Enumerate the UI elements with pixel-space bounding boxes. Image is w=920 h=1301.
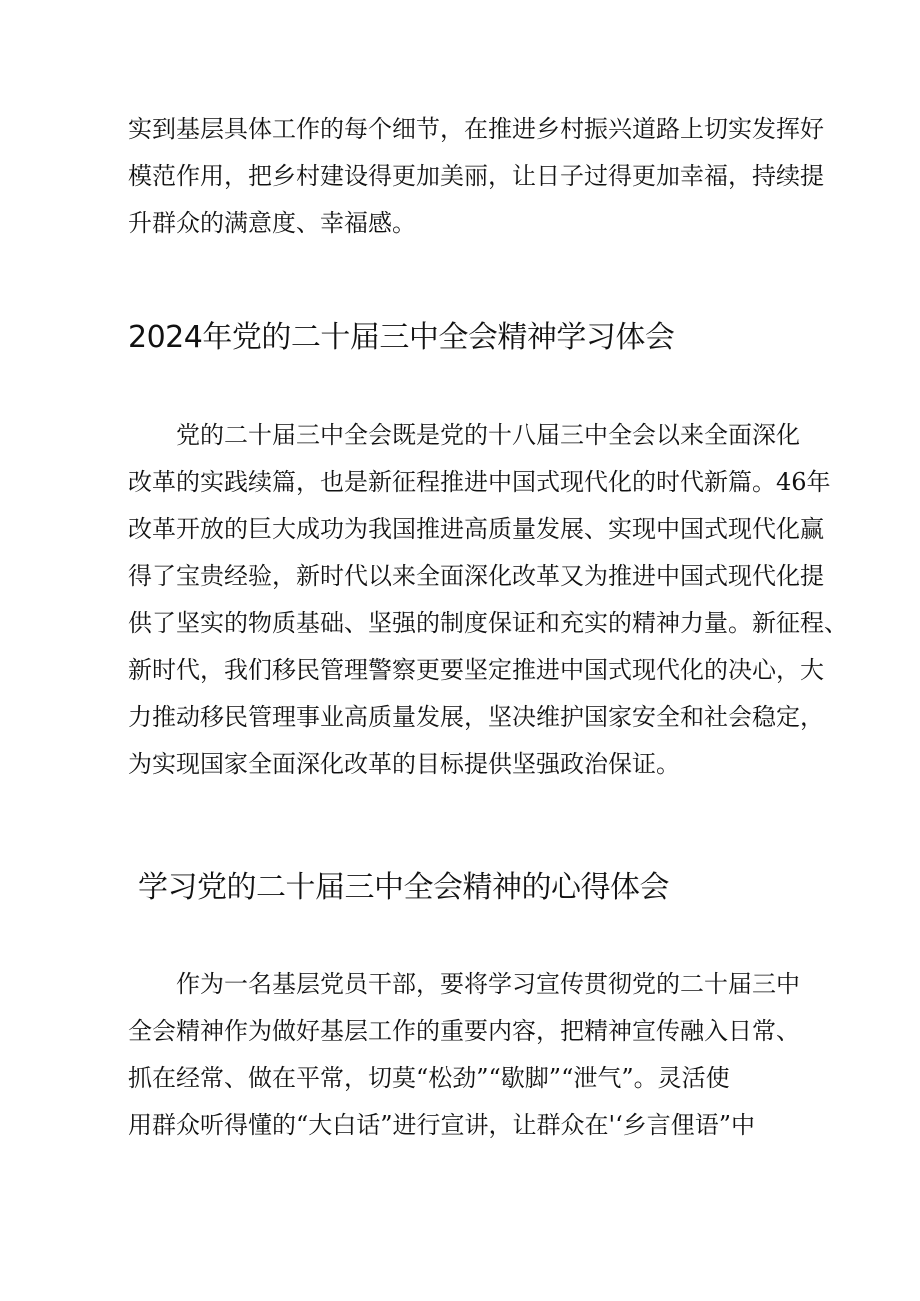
paragraph-line: 升群众的满意度、幸福感。 [128,209,416,237]
paragraph-line: 为实现国家全面深化改革的目标提供坚强政治保证。 [128,750,680,778]
section-1-paragraph [128,412,848,788]
paragraph-line: 力推动移民管理事业高质量发展，坚决维护国家安全和社会稳定， [128,703,824,731]
paragraph-line: 抓在经常、做在平常，切莫“松劲”“歇脚”“泄气”。灵活使 [128,1064,730,1092]
section-1-title: 2024年党的二十届三中全会精神学习体会 [128,320,675,355]
section-2-paragraph [128,961,808,1149]
paragraph-line: 得了宝贵经验，新时代以来全面深化改革又为推进中国式现代化提 [128,562,824,590]
paragraph-line: 全会精神作为做好基层工作的重要内容，把精神宣传融入日常、 [128,1017,800,1045]
paragraph-line: 改革的实践续篇，也是新征程推进中国式现代化的时代新篇。46年 [128,468,831,496]
paragraph-line: 作为一名基层党员干部，要将学习宣传贯彻党的二十届三中 [128,970,800,998]
paragraph-line: 改革开放的巨大成功为我国推进高质量发展、实现中国式现代化赢 [128,515,824,543]
paragraph-line: 用群众听得懂的“大白话”进行宣讲，让群众在'‘乡言俚语”中 [128,1111,756,1139]
continued-paragraph [128,106,824,247]
paragraph-line: 供了坚实的物质基础、坚强的制度保证和充实的精神力量。新征程、 [128,609,848,637]
paragraph-line: 模范作用，把乡村建设得更加美丽，让日子过得更加幸福，持续提 [128,162,824,190]
paragraph-line: 新时代，我们移民管理警察更要坚定推进中国式现代化的决心，大 [128,656,824,684]
paragraph-line: 实到基层具体工作的每个细节，在推进乡村振兴道路上切实发挥好 [128,115,824,143]
section-2-title: 学习党的二十届三中全会精神的心得体会 [138,870,669,905]
paragraph-line: 党的二十届三中全会既是党的十八届三中全会以来全面深化 [128,421,800,449]
